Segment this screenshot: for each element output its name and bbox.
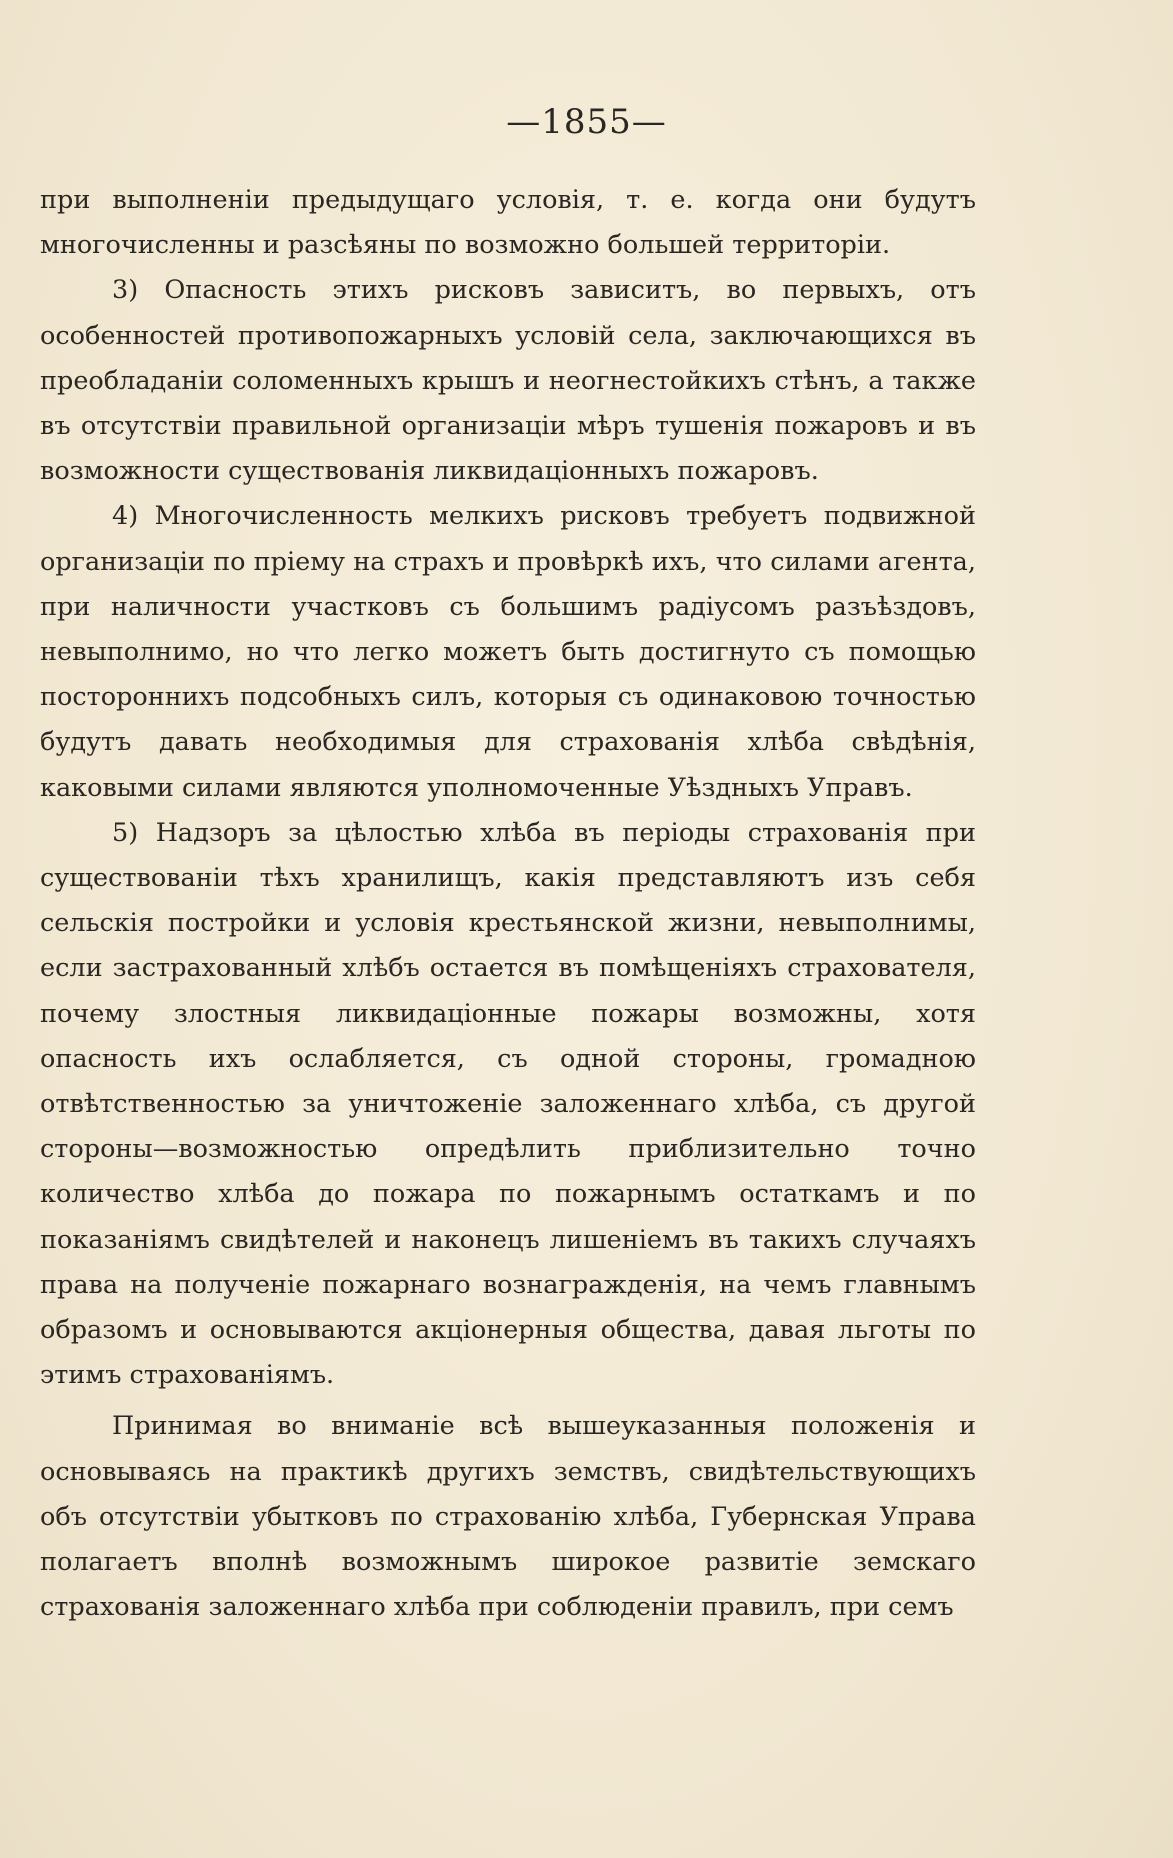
paragraph-continued: при выполненіи предыдущаго условія, т. е. когда они будутъ многочисленны и разсѣяны по возможно большей территоріи. bbox=[40, 185, 976, 261]
page-number: —1855— bbox=[506, 102, 667, 142]
body-text bbox=[40, 178, 976, 1631]
paragraph-point-4: 4) Многочисленность мелкихъ рисковъ требуетъ подвижной организаціи по пріему на страхъ и провѣркѣ ихъ, что силами агента, при наличности участковъ съ большимъ радіусомъ разъѣздовъ, невыполнимо, но что легко можетъ быть достигнуто съ помощью постороннихъ подсобныхъ силъ, которыя съ одинаковою точностью будутъ давать необходимыя для страхованія хлѣба свѣдѣнія, каковыми силами являются уполномоченные Уѣздныхъ Управъ. bbox=[40, 501, 976, 803]
paragraph-point-3: 3) Опасность этихъ рисковъ зависитъ, во первыхъ, отъ особенностей противопожарныхъ условій села, заключающихся въ преобладаніи соломенныхъ крышъ и неогнестойкихъ стѣнъ, а также въ отсутствіи правильной организаціи мѣръ тушенія пожаровъ и въ возможности существованія ликвидаціонныхъ пожаровъ. bbox=[40, 275, 976, 487]
paragraph-conclusion: Принимая во вниманіе всѣ вышеуказанныя положенія и основываясь на практикѣ другихъ земствъ, свидѣтельствующихъ объ отсутствіи убытковъ по страхованію хлѣба, Губернская Управа полагаетъ вполнѣ возможнымъ широкое развитіе земскаго страхованія заложеннаго хлѣба при соблюденіи правилъ, при семъ bbox=[40, 1411, 976, 1623]
paragraph-point-5: 5) Надзоръ за цѣлостью хлѣба въ періоды страхованія при существованіи тѣхъ хранилищъ, какія представляютъ изъ себя сельскія постройки и условія крестьянской жизни, невыполнимы, если застрахованный хлѣбъ остается въ помѣщеніяхъ страхователя, почему злостныя ликвидаціонные пожары возможны, хотя опасность ихъ ослабляется, съ одной стороны, громадною отвѣтственностью за уничтоженіе заложеннаго хлѣба, съ другой стороны—возможностью опредѣлить приблизительно точно количество хлѣба до пожара по пожарнымъ остаткамъ и по показаніямъ свидѣтелей и наконецъ лишеніемъ въ такихъ случаяхъ права на полученіе пожарнаго вознагражденія, на чемъ главнымъ образомъ и основываются акціонерныя общества, давая льготы по этимъ страхованіямъ. bbox=[40, 817, 976, 1391]
